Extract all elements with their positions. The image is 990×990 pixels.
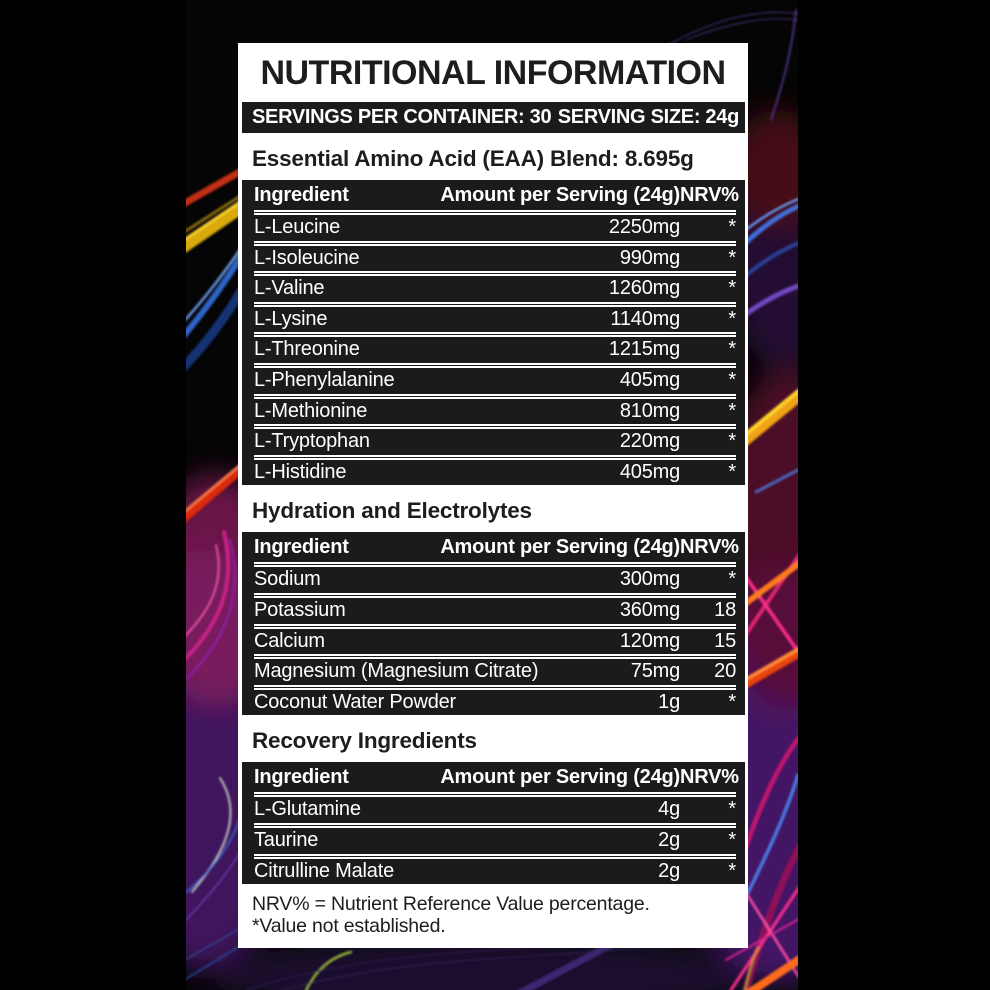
nrv-value: * — [728, 338, 736, 361]
column-header-nrv: NRV% — [680, 766, 739, 789]
ingredient-name: Sodium — [254, 568, 321, 591]
column-header-ingredient: Ingredient — [254, 184, 349, 206]
ingredient-name: Citrulline Malate — [254, 859, 394, 882]
table-row — [254, 654, 736, 685]
servings-bar — [242, 102, 745, 133]
amount-value: 990mg — [619, 246, 680, 269]
table-row — [254, 271, 736, 302]
nrv-value: * — [728, 246, 736, 269]
nrv-value: 18 — [714, 598, 736, 621]
nrv-value: * — [728, 798, 736, 821]
amount-value: 1215mg — [608, 338, 680, 361]
nrv-value: * — [728, 430, 736, 453]
nrv-value: * — [728, 568, 736, 591]
section-eaa — [238, 144, 748, 485]
table-header-row — [254, 532, 739, 562]
column-header-amount: Amount per Serving (24g) — [440, 184, 680, 206]
amount-value: 120mg — [619, 629, 680, 652]
nrv-value: * — [728, 859, 736, 882]
ingredient-name: L-Phenylalanine — [254, 368, 395, 391]
column-header-amount: Amount per Serving (24g) — [440, 536, 680, 559]
amount-value: 1g — [658, 690, 680, 713]
ingredient-name: L-Isoleucine — [254, 246, 360, 269]
column-header-nrv: NRV% — [680, 536, 739, 559]
nrv-value: * — [728, 690, 736, 713]
amount-value: 1140mg — [610, 307, 680, 330]
table-row — [254, 332, 736, 363]
table-row — [254, 210, 736, 241]
table-row — [254, 302, 736, 333]
servings-per-container: SERVINGS PER CONTAINER: 30 — [252, 106, 552, 128]
amount-value: 405mg — [619, 460, 680, 483]
amount-value: 360mg — [619, 598, 680, 621]
nrv-value: 20 — [714, 660, 736, 683]
table-header-row — [254, 180, 739, 210]
amount-value: 75mg — [630, 660, 680, 683]
nrv-value: * — [728, 828, 736, 851]
serving-size: SERVING SIZE: 24g — [557, 106, 739, 128]
amount-value: 220mg — [619, 430, 680, 453]
table-row — [254, 854, 736, 885]
ingredient-name: Taurine — [254, 828, 319, 851]
hydration-table — [242, 532, 745, 715]
column-header-ingredient: Ingredient — [254, 536, 349, 559]
ingredient-name: L-Threonine — [254, 338, 360, 361]
column-header-nrv: NRV% — [680, 184, 739, 206]
table-row — [254, 424, 736, 455]
section-recovery — [238, 726, 748, 884]
table-row — [254, 455, 736, 486]
footnote-nrv: NRV% = Nutrient Reference Value percentage. — [252, 893, 650, 916]
nrv-value: * — [728, 399, 736, 422]
amount-value: 4g — [658, 798, 680, 821]
eaa-table — [242, 180, 745, 485]
nrv-value: * — [728, 216, 736, 238]
amount-value: 405mg — [619, 368, 680, 391]
ingredient-name: L-Valine — [254, 277, 325, 300]
ingredient-name: L-Lysine — [254, 307, 328, 330]
panel-title: NUTRITIONAL INFORMATION — [260, 54, 726, 92]
ingredient-name: Coconut Water Powder — [254, 690, 457, 713]
ingredient-name: Calcium — [254, 629, 325, 652]
section-heading-hydration: Hydration and Electrolytes — [252, 498, 532, 524]
footnote-asterisk: *Value not established. — [252, 915, 446, 938]
table-row — [254, 624, 736, 655]
section-heading-eaa: Essential Amino Acid (EAA) Blend: 8.695g — [252, 146, 694, 171]
ingredient-name: Potassium — [254, 598, 346, 621]
ingredient-name: L-Histidine — [254, 460, 347, 483]
nrv-value: 15 — [714, 629, 736, 652]
amount-value: 1260mg — [608, 277, 680, 300]
nutrition-panel — [238, 43, 748, 948]
column-header-ingredient: Ingredient — [254, 766, 349, 789]
table-row — [254, 685, 736, 716]
nrv-value: * — [728, 460, 736, 483]
ingredient-name: L-Tryptophan — [254, 430, 370, 453]
table-row — [254, 394, 736, 425]
table-row — [254, 562, 736, 593]
table-row — [254, 363, 736, 394]
table-row — [254, 593, 736, 624]
ingredient-name: L-Leucine — [254, 216, 341, 238]
nrv-value: * — [728, 307, 736, 330]
table-row — [254, 792, 736, 823]
ingredient-name: Magnesium (Magnesium Citrate) — [254, 660, 539, 683]
ingredient-name: L-Methionine — [254, 399, 368, 422]
section-heading-recovery: Recovery Ingredients — [252, 728, 477, 754]
ingredient-name: L-Glutamine — [254, 798, 361, 821]
amount-value: 2g — [658, 859, 680, 882]
table-row — [254, 241, 736, 272]
amount-value: 300mg — [619, 568, 680, 591]
recovery-table — [242, 762, 745, 884]
column-header-amount: Amount per Serving (24g) — [440, 766, 680, 789]
nrv-value: * — [728, 277, 736, 300]
table-header-row — [254, 762, 739, 792]
table-row — [254, 823, 736, 854]
amount-value: 810mg — [619, 399, 680, 422]
amount-value: 2250mg — [608, 216, 680, 238]
section-hydration — [238, 496, 748, 715]
nrv-value: * — [728, 368, 736, 391]
amount-value: 2g — [658, 828, 680, 851]
